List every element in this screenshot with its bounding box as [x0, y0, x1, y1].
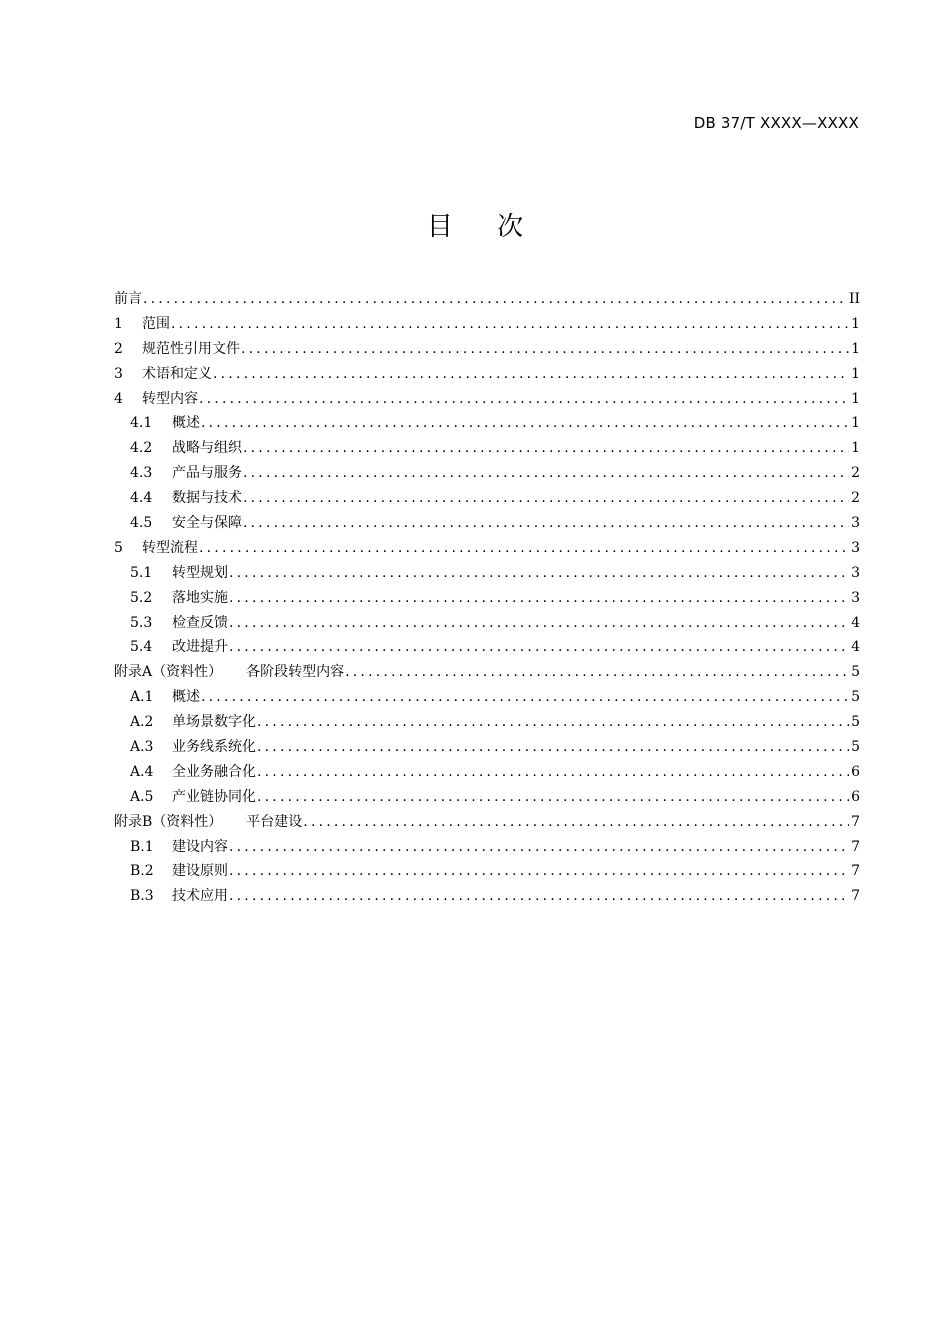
toc-entry-page: 4 [851, 639, 860, 656]
toc-entry-number: 2 [114, 340, 123, 357]
toc-entry-number: 4 [114, 390, 123, 407]
toc-entry[interactable] [114, 760, 860, 785]
toc-entry[interactable] [114, 461, 860, 486]
toc-entry-page: 7 [851, 888, 860, 905]
toc-entry[interactable] [114, 710, 860, 735]
toc-entry-page: 7 [851, 863, 860, 880]
toc-entry-number: 4.5 [130, 515, 153, 532]
toc-entry[interactable] [114, 611, 860, 636]
toc-entry-number: 5.4 [130, 639, 153, 656]
toc-entry-number: A.1 [130, 689, 154, 706]
toc-entry-number: 5.2 [130, 589, 153, 606]
toc-entry[interactable] [114, 362, 860, 387]
toc-entry[interactable] [114, 884, 860, 909]
toc-entry-number: 4.3 [130, 465, 153, 482]
toc-dot-leader [229, 586, 849, 611]
toc-entry-number: 3 [114, 365, 123, 382]
toc-entry-title: 全业务融合化 [172, 763, 256, 780]
toc-entry[interactable] [114, 586, 860, 611]
standard-code: DB 37/T XXXX—XXXX [693, 114, 859, 132]
toc-entry-number: 附录B（资料性） [114, 813, 223, 830]
toc-entry-page: 2 [851, 465, 860, 482]
page-title: 目 次 [426, 212, 542, 242]
toc-entry-title: 转型内容 [142, 390, 198, 407]
toc-dot-leader [243, 436, 849, 461]
toc-entry-number: 5.3 [130, 614, 153, 631]
toc-entry-page: 6 [851, 763, 860, 780]
toc-dot-leader [257, 760, 849, 785]
toc-entry-title: 概述 [172, 415, 200, 432]
toc-dot-leader [303, 810, 849, 835]
toc-entry-title: 安全与保障 [172, 515, 242, 532]
toc-entry-number: 5 [114, 539, 123, 556]
toc-entry-page: 3 [851, 539, 860, 556]
toc-entry-title: 业务线系统化 [172, 739, 256, 756]
toc-entry-number: 5.1 [130, 564, 153, 581]
toc-dot-leader [143, 287, 847, 312]
toc-entry[interactable] [114, 511, 860, 536]
toc-entry-number: 1 [114, 315, 123, 332]
toc-dot-leader [257, 785, 849, 810]
toc-entry[interactable] [114, 859, 860, 884]
toc-entry[interactable] [114, 685, 860, 710]
toc-entry-number: A.2 [130, 714, 154, 731]
toc-entry-page: II [848, 291, 860, 307]
toc-entry-title: 范围 [142, 315, 170, 332]
toc-entry[interactable] [114, 735, 860, 760]
toc-entry-page: 1 [851, 340, 860, 357]
toc-entry-title: 平台建设 [246, 813, 303, 830]
toc-entry-page: 1 [851, 415, 860, 432]
toc-entry-page: 3 [851, 515, 860, 532]
toc-entry[interactable] [114, 287, 860, 312]
toc-entry-title: 战略与组织 [172, 440, 242, 457]
toc-dot-leader [199, 387, 849, 412]
toc-dot-leader [213, 362, 849, 387]
toc-dot-leader [171, 312, 849, 337]
toc-entry-number: A.3 [130, 739, 154, 756]
toc-entry-title: 各阶段转型内容 [246, 664, 345, 681]
toc-dot-leader [257, 710, 849, 735]
toc-entry[interactable] [114, 835, 860, 860]
toc-entry-number: A.4 [130, 763, 154, 780]
toc-entry-title: 建设内容 [172, 838, 228, 855]
toc-dot-leader [257, 735, 849, 760]
toc-entry-title: 检查反馈 [172, 614, 228, 631]
toc-dot-leader [201, 685, 849, 710]
toc-entry-number: A.5 [130, 788, 154, 805]
toc-entry[interactable] [114, 660, 860, 685]
toc-entry-number: 4.1 [130, 415, 153, 432]
toc-dot-leader [229, 859, 849, 884]
toc-entry[interactable] [114, 810, 860, 835]
toc-entry-title: 前言 [114, 291, 142, 307]
toc-entry-number: 4.4 [130, 490, 153, 507]
toc-dot-leader [243, 461, 849, 486]
toc-entry[interactable] [114, 536, 860, 561]
toc-dot-leader [345, 660, 849, 685]
toc-entry-page: 1 [851, 315, 860, 332]
toc-entry-title: 数据与技术 [172, 490, 242, 507]
toc-entry-title: 概述 [172, 689, 200, 706]
toc-entry-number: 4.2 [130, 440, 153, 457]
toc-entry[interactable] [114, 785, 860, 810]
toc-entry[interactable] [114, 411, 860, 436]
toc-entry-page: 3 [851, 589, 860, 606]
toc-entry-number: 附录A（资料性） [114, 664, 223, 681]
toc-dot-leader [229, 611, 849, 636]
toc-dot-leader [229, 561, 849, 586]
toc-dot-leader [201, 411, 849, 436]
toc-entry-title: 建设原则 [172, 863, 228, 880]
toc-entry-title: 规范性引用文件 [142, 340, 240, 357]
toc-entry-title: 转型流程 [142, 539, 198, 556]
toc-entry-number: B.3 [130, 888, 154, 905]
toc-entry[interactable] [114, 387, 860, 412]
toc-entry-page: 5 [851, 664, 860, 681]
toc-entry[interactable] [114, 635, 860, 660]
toc-entry-page: 6 [851, 788, 860, 805]
toc-dot-leader [243, 486, 849, 511]
toc-entry[interactable] [114, 561, 860, 586]
toc-dot-leader [229, 884, 849, 909]
toc-entry-page: 1 [851, 365, 860, 382]
toc-entry-page: 7 [851, 838, 860, 855]
toc-entry-page: 5 [851, 739, 860, 756]
toc-entry-title: 产业链协同化 [172, 788, 256, 805]
toc-entry[interactable] [114, 486, 860, 511]
toc-entry-title: 转型规划 [172, 564, 228, 581]
toc-entry-number: B.1 [130, 838, 154, 855]
toc-entry-number: B.2 [130, 863, 154, 880]
toc-entry-page: 2 [851, 490, 860, 507]
toc-entry[interactable] [114, 436, 860, 461]
toc-dot-leader [229, 635, 849, 660]
toc-dot-leader [243, 511, 849, 536]
toc-entry-page: 1 [851, 390, 860, 407]
toc-entry-title: 改进提升 [172, 639, 228, 656]
toc-entry-page: 7 [851, 813, 860, 830]
toc-entry-title: 落地实施 [172, 589, 228, 606]
toc-entry-page: 3 [851, 564, 860, 581]
toc-entry-page: 1 [851, 440, 860, 457]
toc-entry-page: 5 [851, 714, 860, 731]
toc-entry-title: 单场景数字化 [172, 714, 256, 731]
toc-entry[interactable] [114, 337, 860, 362]
table-of-contents [114, 287, 860, 909]
toc-dot-leader [229, 835, 849, 860]
toc-entry[interactable] [114, 312, 860, 337]
toc-entry-title: 产品与服务 [172, 465, 242, 482]
toc-entry-title: 术语和定义 [142, 365, 212, 382]
toc-entry-title: 技术应用 [172, 888, 228, 905]
toc-dot-leader [199, 536, 849, 561]
toc-dot-leader [241, 337, 849, 362]
toc-entry-page: 5 [851, 689, 860, 706]
toc-entry-page: 4 [851, 614, 860, 631]
